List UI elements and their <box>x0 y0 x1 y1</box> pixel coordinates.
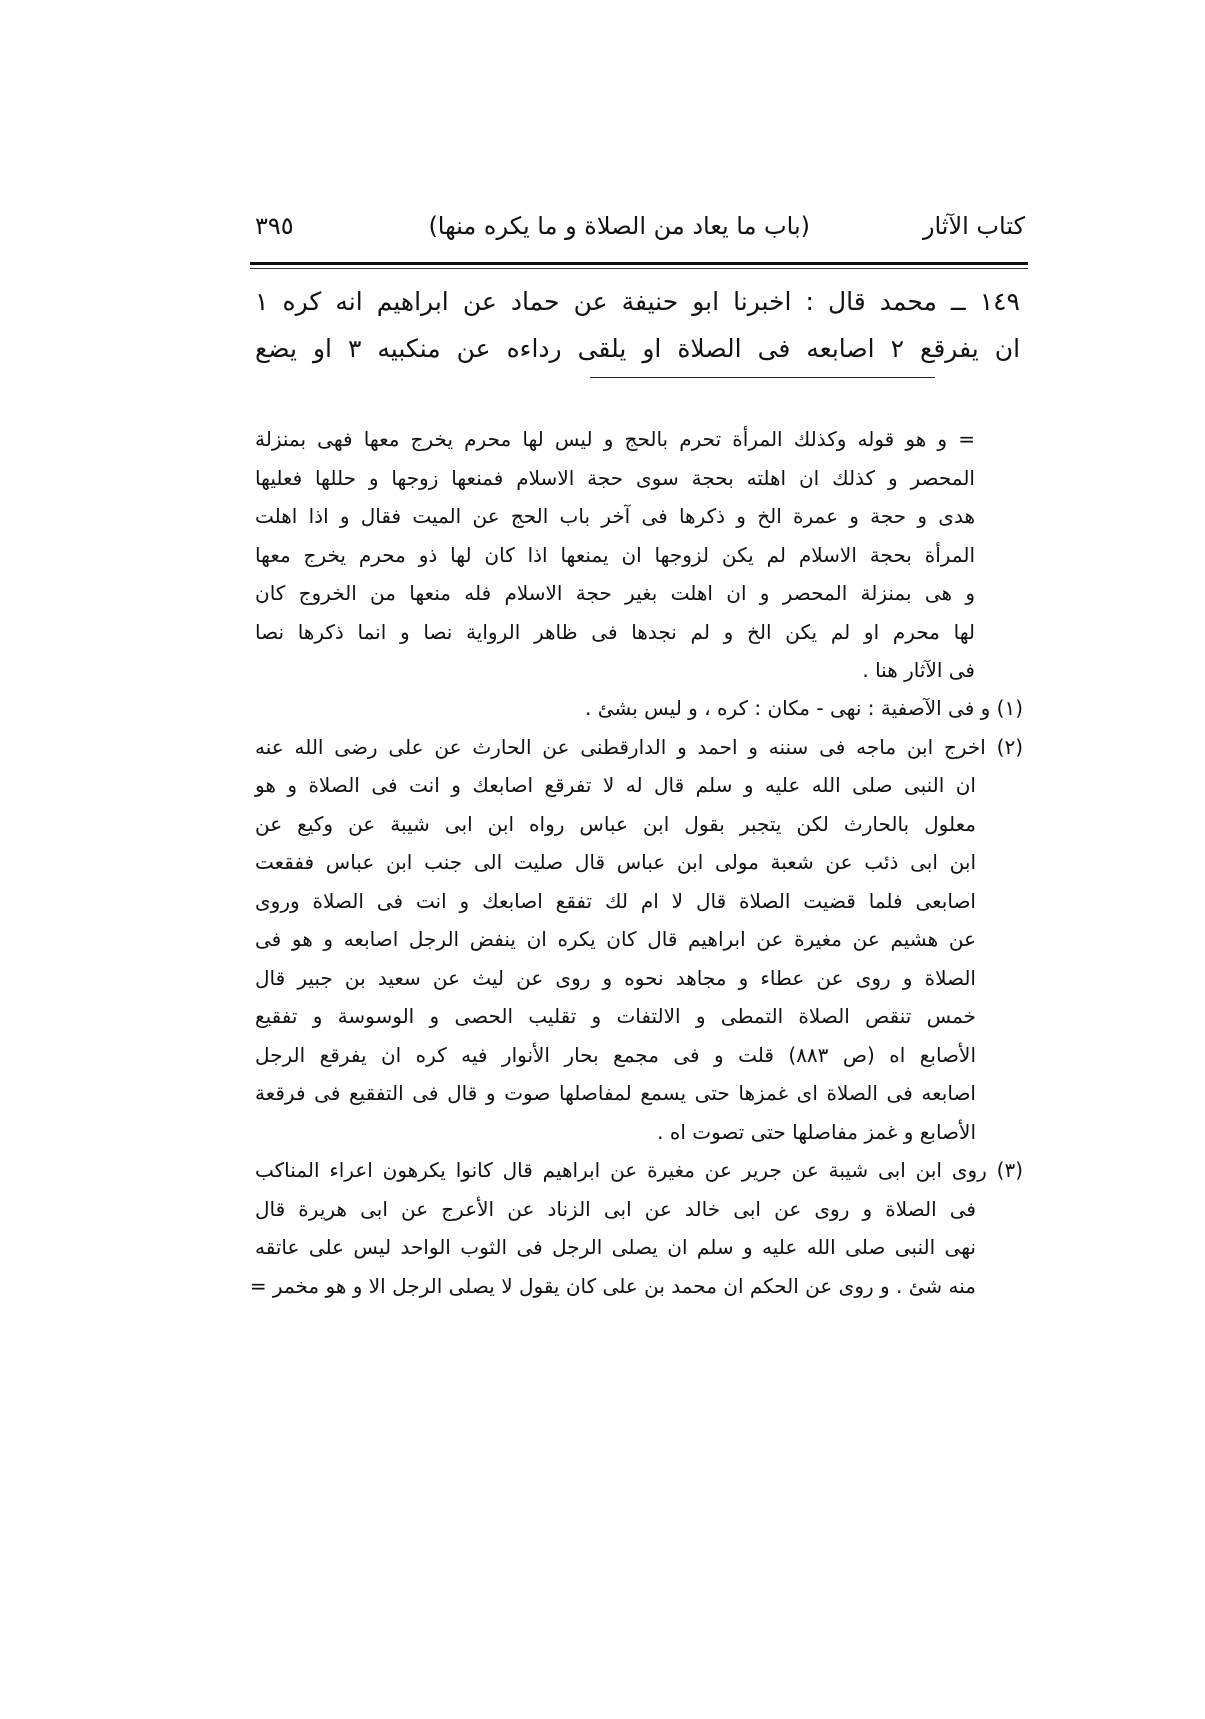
commentary-line: = و هو قوله وكذلك المرأة تحرم بالحج و ليس لها محرم يخرج معها فهى بمنزلة <box>255 427 975 451</box>
footnote-line: ان النبى صلى الله عليه و سلم قال له لا تفرقع اصابعك و انت فى الصلاة و هو <box>255 773 976 797</box>
header-rule-thin <box>250 268 1028 269</box>
footnote-line: عن هشيم عن مغيرة عن ابراهيم قال كان يكره ان ينفض الرجل اصابعه و هو فى <box>255 927 976 951</box>
footnote-line: ابن ابى ذئب عن شعبة مولى ابن عباس قال صليت الى جنب ابن عباس ففقعت <box>255 850 976 874</box>
footnote-line: اصابعه فى الصلاة اى غمزها حتى يسمع لمفاصلها صوت و قال فى التفقيع فى فرقعة <box>255 1081 976 1105</box>
footnote-line: الأصابع و غمز مفاصلها حتى تصوت اه . <box>657 1119 976 1144</box>
footnote-line: (٢) اخرج ابن ماجه فى سننه و احمد و الدارقطنى عن الحارث عن على رضى الله عنه <box>255 734 1023 759</box>
footnote-line: اصابعى فلما قضيت الصلاة قال لا ام لك تفقع اصابعك و انت فى الصلاة وروى <box>255 888 976 913</box>
footnote-line: منه شئ . و روى عن الحكم ان محمد بن على كان يقول لا يصلى الرجل الا و هو مخمر = <box>249 1273 976 1298</box>
footnote-line: الصلاة و روى عن عطاء و مجاهد نحوه و روى عن ليث عن سعيد بن جبير قال <box>255 965 976 990</box>
commentary-line: المحصر و كذلك ان اهلته بحجة سوى حجة الاسلام فمنعها زوجها و حللها فعليها <box>255 465 975 490</box>
footnotes <box>249 689 1023 1305</box>
footnote-line: فى الصلاة و روى عن ابى خالد عن ابى الزناد عن الأعرج عن ابى هريرة قال <box>255 1196 976 1221</box>
footnote-line: خمس تنقص الصلاة التمطى و الالتفات و تقليب الحصى و الوسوسة و تفقيع <box>255 1004 976 1028</box>
footnote-1 <box>255 689 1023 728</box>
commentary-line: هدى و حجة و عمرة الخ و ذكرها فى آخر باب الحج عن الميت فقال و اذا اهلت <box>255 504 975 528</box>
main-text <box>255 278 1020 372</box>
footnote-separator <box>590 377 935 378</box>
commentary-line: المرأة بحجة الاسلام لم يكن لزوجها ان يمنعها اذا كان لها ذو محرم يخرج معها <box>255 542 975 567</box>
page-number: ٣٩٥ <box>255 212 294 240</box>
footnote-3 <box>249 1151 1023 1305</box>
main-line: ١٤٩ ــ محمد قال : اخبرنا ابو حنيفة عن حماد عن ابراهيم انه كره ١ <box>255 287 1020 316</box>
running-header <box>255 212 1025 256</box>
footnote-line: (٣) روى ابن ابى شيبة عن جرير عن مغيرة عن ابراهيم قال كانوا يكرهون اعراء المناكب <box>255 1158 1023 1182</box>
footnote-line: معلول بالحارث لكن يتجبر بقول ابن عباس رواه ابن ابى شيبة عن وكيع عن <box>255 811 976 836</box>
footnote-2 <box>255 728 1023 1152</box>
commentary-line: و هى بمنزلة المحصر و ان اهلت بغير حجة الاسلام فله منعها من الخروج كان <box>255 581 975 605</box>
chapter-title: (باب ما يعاد من الصلاة و ما يكره منها) <box>428 212 810 240</box>
header-rule <box>250 262 1028 265</box>
commentary <box>255 420 975 690</box>
book-title: كتاب الآثار <box>922 212 1025 240</box>
footnote-line: (١) و فى الآصفية : نهى - مكان : كره ، و ليس بشئ . <box>585 696 1023 720</box>
commentary-line: لها محرم او لم يكن الخ و لم نجدها فى ظاهر الرواية نصا و انما ذكرها نصا <box>255 619 975 644</box>
footnote-line: نهى النبى صلى الله عليه و سلم ان يصلى الرجل فى الثوب الواحد ليس على عاتقه <box>255 1235 976 1259</box>
commentary-line: فى الآثار هنا . <box>862 658 975 682</box>
footnote-line: الأصابع اه (ص ٨٨٣) قلت و فى مجمع بحار الأنوار فيه كره ان يفرقع الرجل <box>255 1042 977 1067</box>
main-line: ان يفرقع ٢ اصابعه فى الصلاة او يلقى رداءه عن منكبيه ٣ او يضع <box>255 334 1021 363</box>
